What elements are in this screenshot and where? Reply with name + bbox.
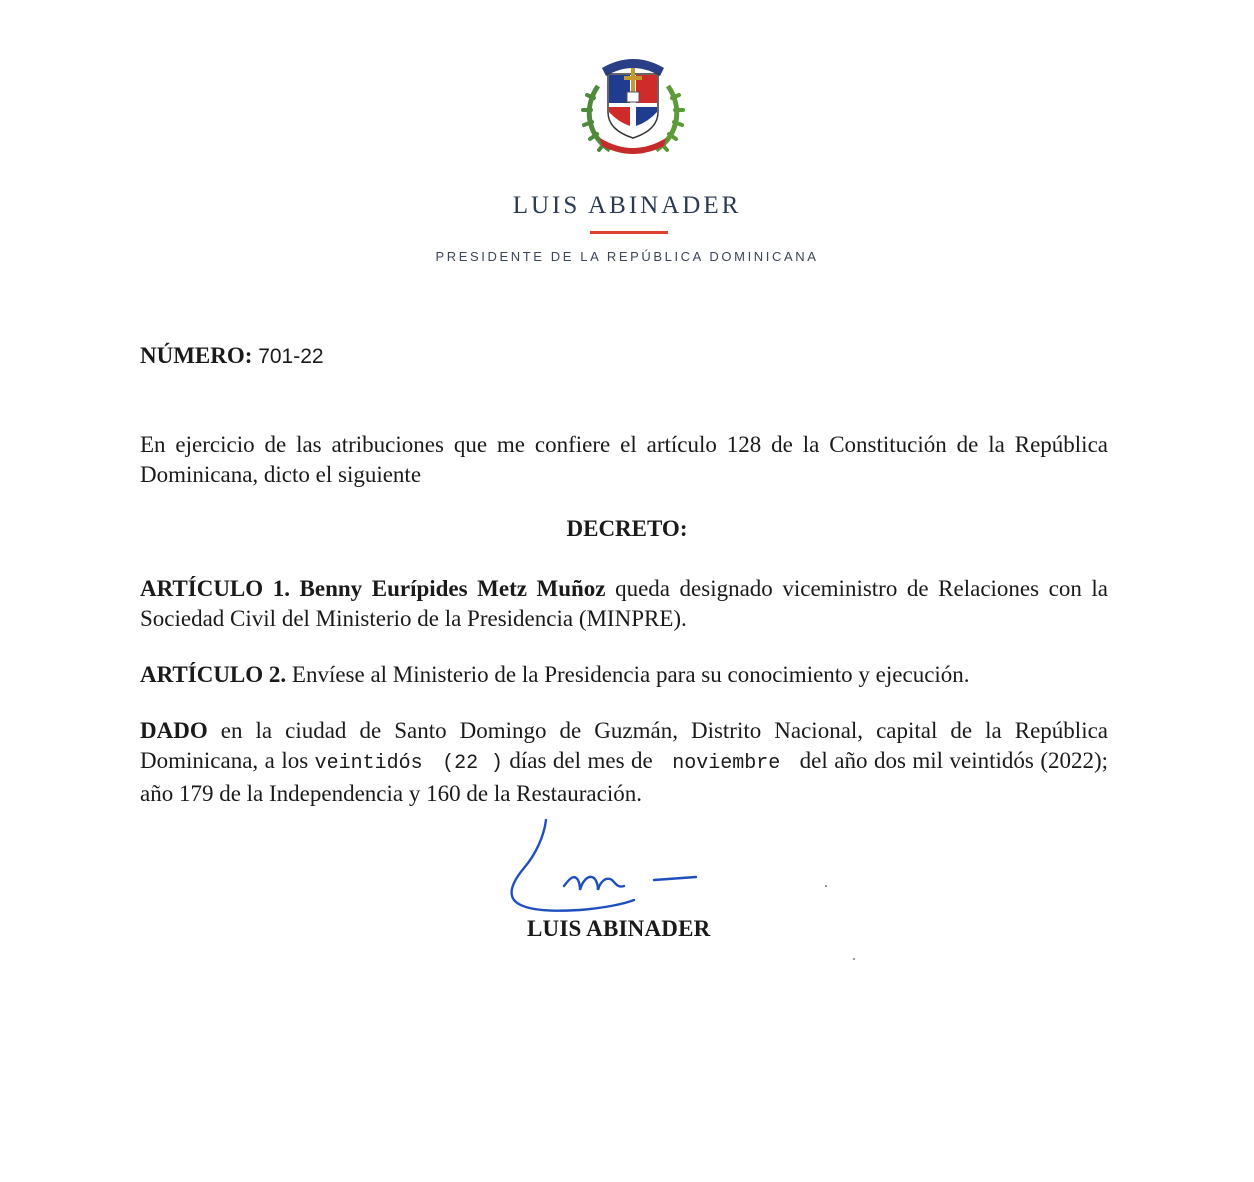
coat-of-arms-icon: [578, 46, 688, 158]
article-1: [140, 574, 1108, 634]
decree-number: [140, 343, 324, 369]
article-2-label: ARTÍCULO 2.: [140, 662, 287, 687]
header-name: LUIS ABINADER: [512, 192, 742, 219]
dado-text-3: del año dos mil veintidós (2022); año 179 de la Independencia y 160 de la Restauración.: [140, 748, 1109, 806]
intro-paragraph: En ejercicio de las atribuciones que me confiere el artículo 128 de la Constitución de la República Dominicana, dicto el siguiente: [140, 432, 1108, 487]
article-2: [140, 660, 1108, 690]
day-words: veintidós: [314, 752, 423, 775]
scan-speck: [825, 885, 827, 887]
day-number: (22 ): [442, 752, 503, 775]
decree-number-value: 701-22: [258, 345, 324, 368]
header-subtitle: PRESIDENTE DE LA REPÚBLICA DOMINICANA: [435, 249, 819, 264]
scan-speck: [853, 958, 855, 960]
appointee-name: Benny Eurípides Metz Muñoz: [299, 576, 606, 601]
dado-label: DADO: [140, 718, 208, 743]
signature-image: [500, 816, 710, 920]
dado-text-1: en la ciudad de Santo Domingo de Guzmán, Distrito Nacional, capital de la República Dominicana, a los: [140, 718, 1109, 773]
article-1-text: queda designado viceministro de Relaciones con la Sociedad Civil del Ministerio de la Presidencia (MINPRE).: [140, 576, 1109, 631]
article-1-label: ARTÍCULO 1.: [140, 576, 290, 601]
month: noviembre: [672, 752, 781, 775]
decree-title: DECRETO:: [566, 516, 688, 541]
signatory-name: LUIS ABINADER: [527, 916, 711, 941]
article-2-text: Envíese al Ministerio de la Presidencia para su conocimiento y ejecución.: [291, 662, 970, 687]
decree-number-label: NÚMERO:: [140, 343, 253, 368]
dado-paragraph: [140, 716, 1108, 809]
dado-text-2: días del mes de: [509, 748, 653, 773]
header-divider: [590, 231, 668, 234]
